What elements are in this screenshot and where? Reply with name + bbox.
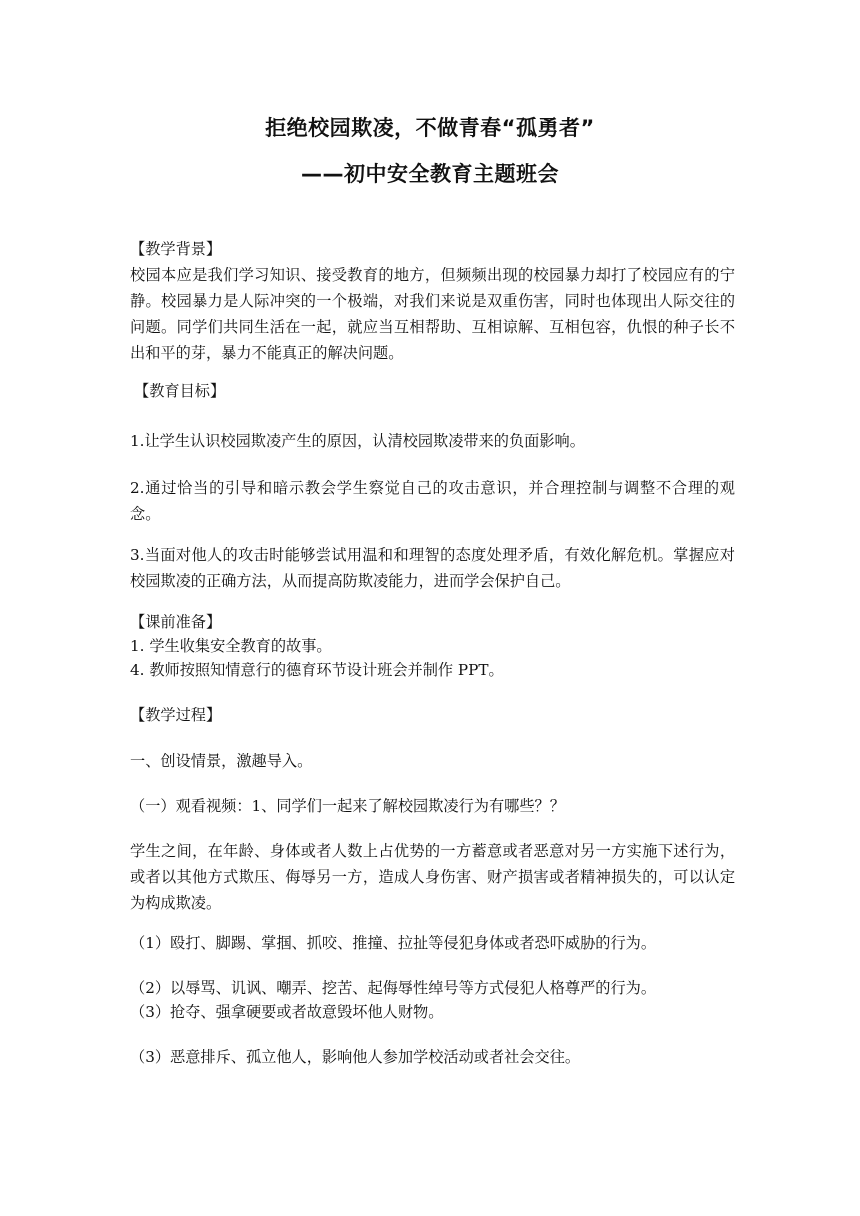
goal-item-3: 3.当面对他人的攻击时能够尝试用温和和理智的态度处理矛盾，有效化解危机。掌握应对校园欺凌的正确方法，从而提高防欺凌能力，进而学会保护自己。 xyxy=(130,546,735,590)
behavior-item-3: （3）抢夺、强拿硬要或者故意毁坏他人财物。 xyxy=(130,1003,444,1021)
prep-item-2: 4. 教师按照知情意行的德育环节设计班会并制作 PPT。 xyxy=(130,661,504,679)
process-video: （一）观看视频：1、同学们一起来了解校园欺凌行为有哪些？？ xyxy=(130,797,565,815)
goals-heading: 【教育目标】 xyxy=(134,382,226,400)
background-text: 校园本应是我们学习知识、接受教育的地方，但频频出现的校园暴力却打了校园应有的宁静。校园暴力是人际冲突的一个极端，对我们来说是双重伤害，同时也体现出人际交往的问题。同学们共同生活在一起，就应当互相帮助、互相谅解、互相包容，仇恨的种子长不出和平的芽，暴力不能真正的解决问题。 xyxy=(130,266,735,362)
process-section-1: 一、创设情景，激趣导入。 xyxy=(130,752,313,770)
bullying-definition: 学生之间，在年龄、身体或者人数上占优势的一方蓄意或者恶意对另一方实施下述行为，或者以其他方式欺压、侮辱另一方，造成人身伤害、财产损害或者精神损失的，可以认定为构成欺凌。 xyxy=(130,842,735,912)
behavior-item-4: （3）恶意排斥、孤立他人，影响他人参加学校活动或者社会交往。 xyxy=(130,1048,581,1066)
goal-item-2: 2.通过恰当的引导和暗示教会学生察觉自己的攻击意识，并合理控制与调整不合理的观念。 xyxy=(130,479,735,523)
prep-heading: 【课前准备】 xyxy=(130,613,222,631)
behavior-item-1: （1）殴打、脚踢、掌掴、抓咬、推撞、拉扯等侵犯身体或者恐吓威胁的行为。 xyxy=(130,934,657,952)
background-heading: 【教学背景】 xyxy=(130,240,222,258)
document-subtitle: ——初中安全教育主题班会 xyxy=(301,162,559,186)
process-heading: 【教学过程】 xyxy=(130,706,222,724)
goal-item-1: 1.让学生认识校园欺凌产生的原因，认清校园欺凌带来的负面影响。 xyxy=(130,432,585,450)
prep-item-1: 1. 学生收集安全教育的故事。 xyxy=(130,637,332,655)
behavior-item-2: （2）以辱骂、讥讽、嘲弄、挖苦、起侮辱性绰号等方式侵犯人格尊严的行为。 xyxy=(130,979,657,997)
document-title: 拒绝校园欺凌，不做青春“孤勇者” xyxy=(265,116,595,140)
